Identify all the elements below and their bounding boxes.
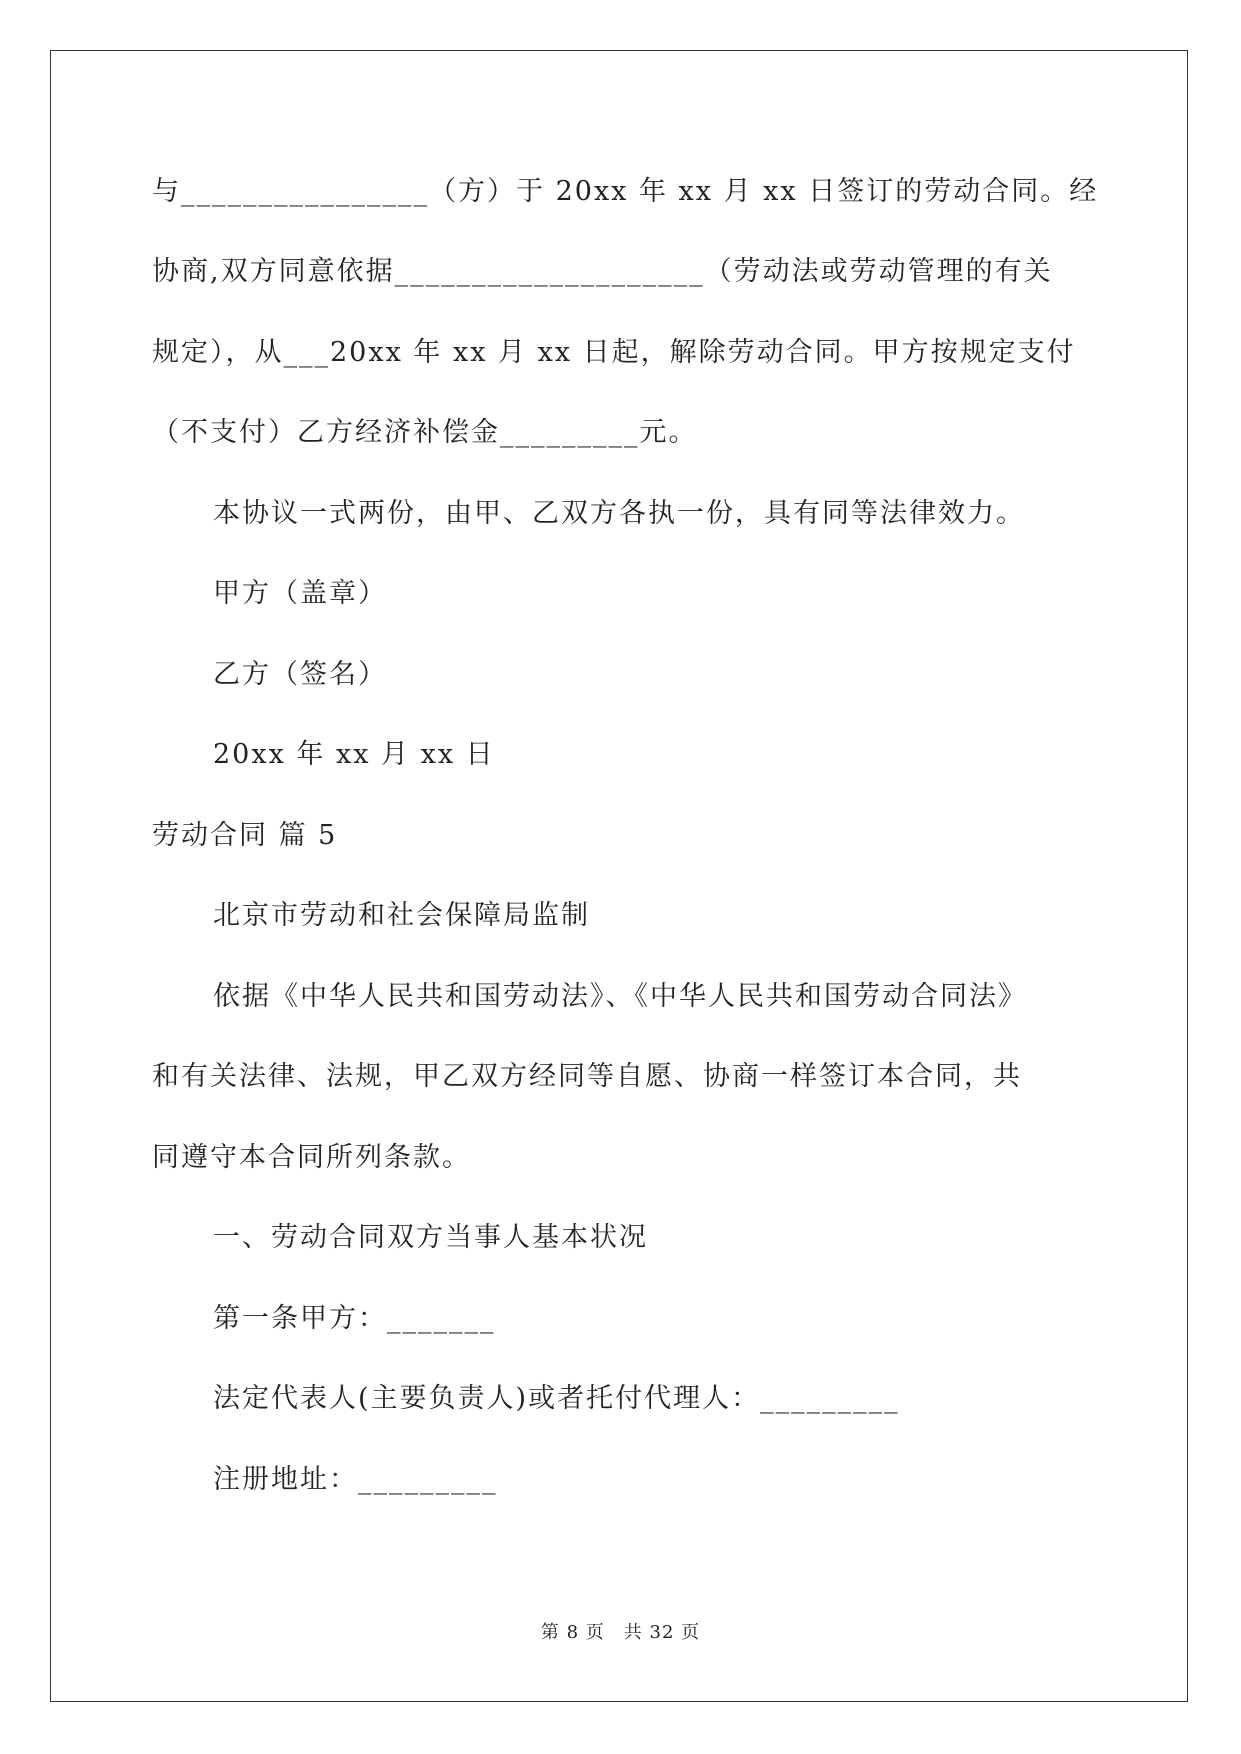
supervisor-line: 北京市劳动和社会保障局监制 [213,900,590,931]
text-line-4: （不支付）乙方经济补偿金_________元。 [152,417,698,448]
text-line-13: 同遵守本合同所列条款。 [152,1142,471,1173]
party-b-signature: 乙方（签名） [213,659,387,690]
section-heading: 劳动合同 篇 5 [152,820,338,851]
date-line: 20xx 年 xx 月 xx 日 [213,739,495,770]
page-number: 第 8 页 共 32 页 [540,1622,701,1643]
legal-rep-field: 法定代表人(主要负责人)或者托付代理人：_________ [213,1383,900,1414]
text-line-3: 规定），从___20xx 年 xx 月 xx 日起，解除劳动合同。甲方按规定支付 [152,337,1076,368]
subsection-heading: 一、劳动合同双方当事人基本状况 [213,1222,648,1253]
party-a-seal: 甲方（盖章） [213,578,387,609]
text-line-2: 协商,双方同意依据____________________（劳动法或劳动管理的有关 [152,256,1053,287]
text-line-12: 和有关法律、法规，甲乙双方经同等自愿、协商一样签订本合同，共 [152,1061,1022,1092]
address-field: 注册地址：_________ [213,1464,498,1495]
party-a-field: 第一条甲方：_______ [213,1303,496,1334]
text-line-11: 依据《中华人民共和国劳动法》、《中华人民共和国劳动合同法》 [213,981,1027,1012]
text-line-5: 本协议一式两份，由甲、乙双方各执一份，具有同等法律效力。 [213,498,1025,529]
text-line-1: 与________________（方）于 20xx 年 xx 月 xx 日签订的劳动合同。经 [152,176,1099,207]
page-border [50,50,1188,1702]
